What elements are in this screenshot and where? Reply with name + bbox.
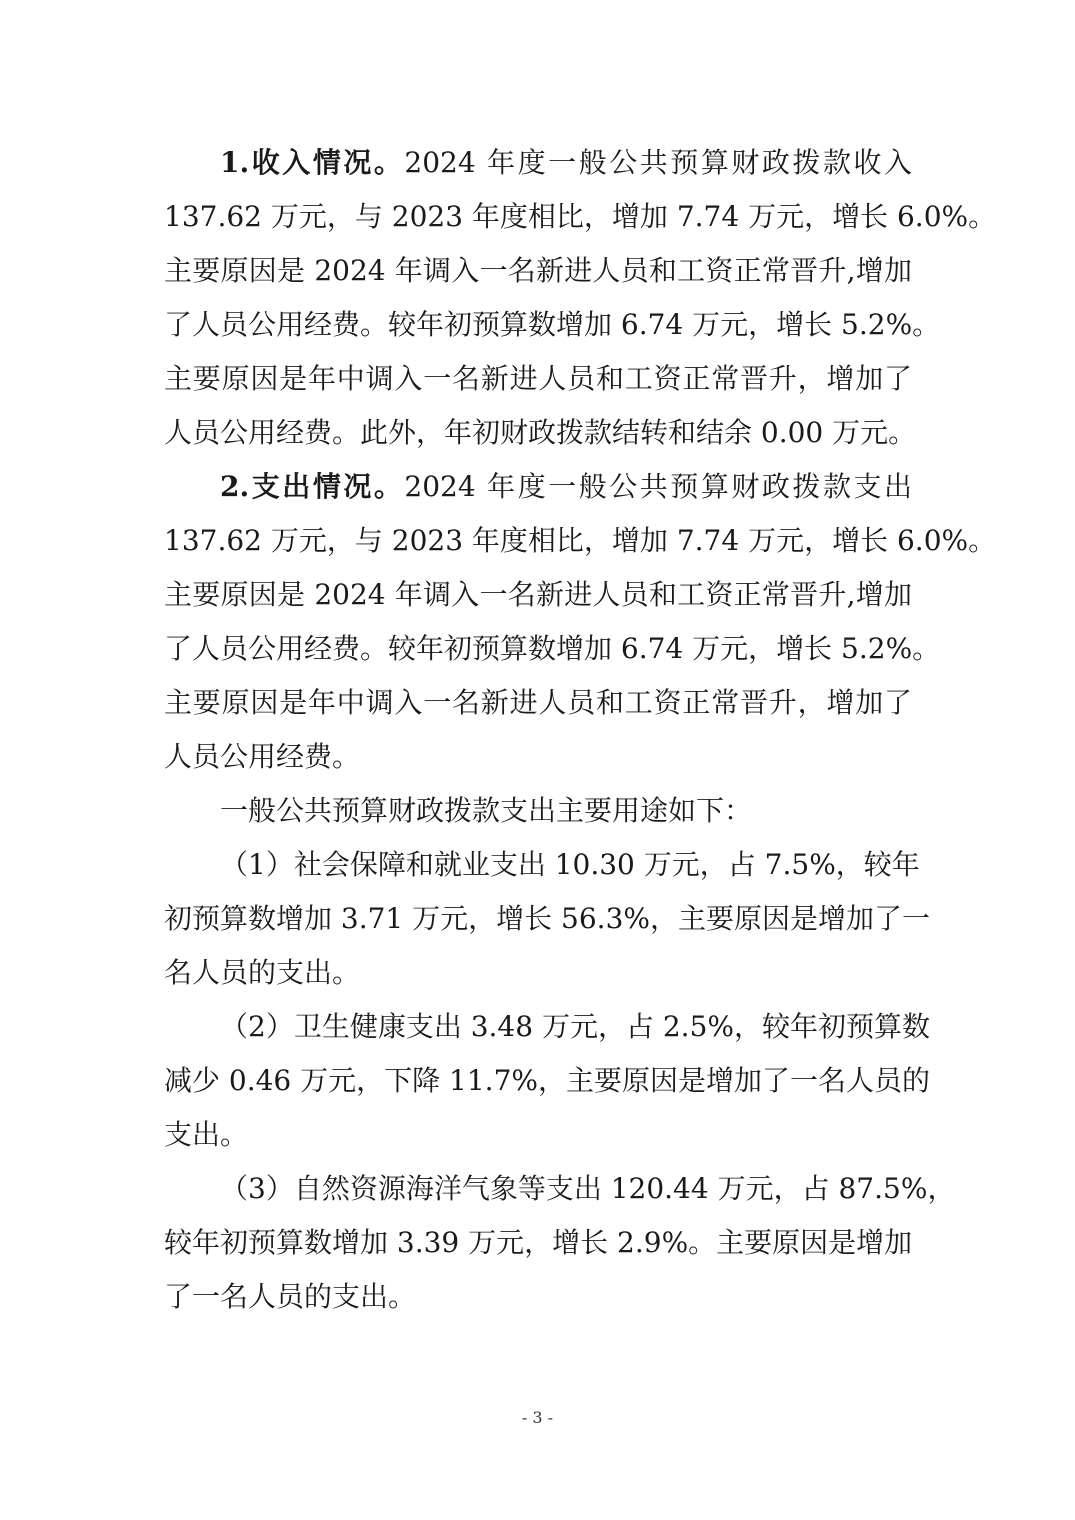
paragraph-line: 1.收入情况。2024 年度一般公共预算财政拨款收入 xyxy=(220,146,912,179)
paragraph-line: 减少 0.46 万元，下降 11.7%，主要原因是增加了一名人员的 xyxy=(164,1064,930,1097)
paragraph-line: （2）卫生健康支出 3.48 万元，占 2.5%，较年初预算数 xyxy=(220,1010,930,1043)
expenditure-heading: 2.支出情况。 xyxy=(220,470,405,503)
paragraph-line: 人员公用经费。 xyxy=(164,740,361,773)
paragraph-line: 名人员的支出。 xyxy=(164,956,361,989)
paragraph-line: （1）社会保障和就业支出 10.30 万元，占 7.5%，较年 xyxy=(220,848,920,881)
paragraph-line: 主要原因是 2024 年调入一名新进人员和工资正常晋升,增加 xyxy=(164,578,912,611)
paragraph-line: （3）自然资源海洋气象等支出 120.44 万元，占 87.5%， xyxy=(220,1172,956,1205)
paragraph-line: 主要原因是 2024 年调入一名新进人员和工资正常晋升,增加 xyxy=(164,254,912,287)
paragraph-line: 支出。 xyxy=(164,1118,249,1151)
paragraph-line: 了人员公用经费。较年初预算数增加 6.74 万元，增长 5.2%。 xyxy=(164,632,941,665)
paragraph-line: 较年初预算数增加 3.39 万元，增长 2.9%。主要原因是增加 xyxy=(164,1226,913,1259)
paragraph-line: 137.62 万元，与 2023 年度相比，增加 7.74 万元，增长 6.0%。 xyxy=(164,524,997,557)
paragraph-line: 人员公用经费。此外，年初财政拨款结转和结余 0.00 万元。 xyxy=(164,416,917,449)
paragraph-line: 一般公共预算财政拨款支出主要用途如下： xyxy=(220,794,753,827)
paragraph-line: 主要原因是年中调入一名新进人员和工资正常晋升，增加了 xyxy=(164,362,912,395)
paragraph-line: 初预算数增加 3.71 万元，增长 56.3%，主要原因是增加了一 xyxy=(164,902,930,935)
paragraph-line: 了人员公用经费。较年初预算数增加 6.74 万元，增长 5.2%。 xyxy=(164,308,941,341)
paragraph-line: 主要原因是年中调入一名新进人员和工资正常晋升，增加了 xyxy=(164,686,912,719)
paragraph-line: 137.62 万元，与 2023 年度相比，增加 7.74 万元，增长 6.0%。 xyxy=(164,200,997,233)
paragraph-line: 了一名人员的支出。 xyxy=(164,1280,417,1313)
page-number: - 3 - xyxy=(521,1408,554,1427)
paragraph-line: 2.支出情况。2024 年度一般公共预算财政拨款支出 xyxy=(220,470,912,503)
income-heading: 1.收入情况。 xyxy=(220,146,405,179)
